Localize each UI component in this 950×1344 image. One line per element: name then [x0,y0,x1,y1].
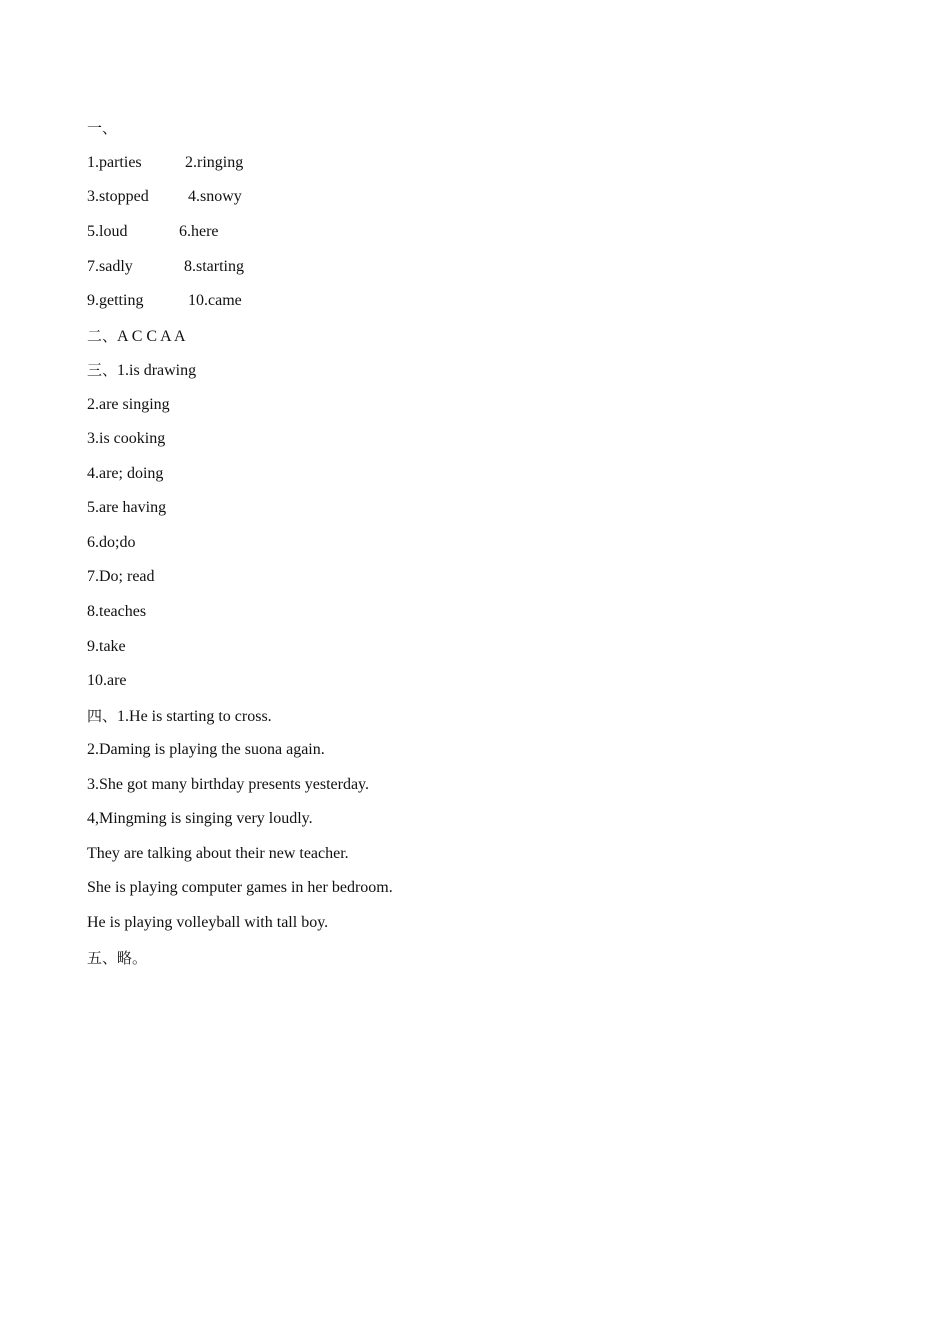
section4-item: She is playing computer games in her bedroom. [87,879,393,896]
section1-heading [87,118,117,139]
section1-answer: 5.loud [87,223,128,240]
section3-item: 7.Do; read [87,568,155,585]
section3-item: 2.are singing [87,396,170,413]
section1-answer: 8.starting [184,258,244,275]
section1-answer: 4.snowy [188,188,242,205]
section3-item: 6.do;do [87,534,136,551]
section3-item: 5.are having [87,499,167,516]
section3-item: 10.are [87,672,127,689]
section4-item: 4,Mingming is singing very loudly. [87,810,313,827]
section5-text: 略。 [117,949,148,967]
section4-item: They are talking about their new teacher. [87,845,349,862]
section4-item: 1.He is starting to cross. [117,708,272,725]
section1-answer: 9.getting [87,292,144,309]
section3-line [87,360,196,381]
section4-item: He is playing volleyball with tall boy. [87,914,329,931]
section5-line [87,948,147,969]
section4-heading: 四、 [87,707,118,725]
section1-row [87,222,219,242]
section1-answer: 1.parties [87,154,142,171]
section4-item: 3.She got many birthday presents yesterday. [87,776,370,793]
section1-row [87,257,244,277]
section1-row [87,187,242,207]
section5-heading: 五、 [87,949,118,967]
section2-heading: 二、 [87,327,118,345]
section1-row [87,291,242,311]
section1-answer: 7.sadly [87,258,133,275]
section3-heading: 三、 [87,361,118,379]
section1-row [87,153,244,173]
section1-answer: 3.stopped [87,188,149,205]
section2-line [87,326,186,347]
section4-item: 2.Daming is playing the suona again. [87,741,325,758]
section1-answer: 2.ringing [185,154,244,171]
section4-line [87,706,272,727]
section3-item: 9.take [87,638,126,655]
section1-answer: 10.came [188,292,242,309]
section3-item: 1.is drawing [117,362,197,379]
section2-answers: A C C A A [117,328,186,345]
section3-item: 8.teaches [87,603,147,620]
section3-item: 3.is cooking [87,430,166,447]
section1-answer: 6.here [179,223,219,240]
section3-item: 4.are; doing [87,465,164,482]
section1-heading-text: 一、 [87,119,118,137]
